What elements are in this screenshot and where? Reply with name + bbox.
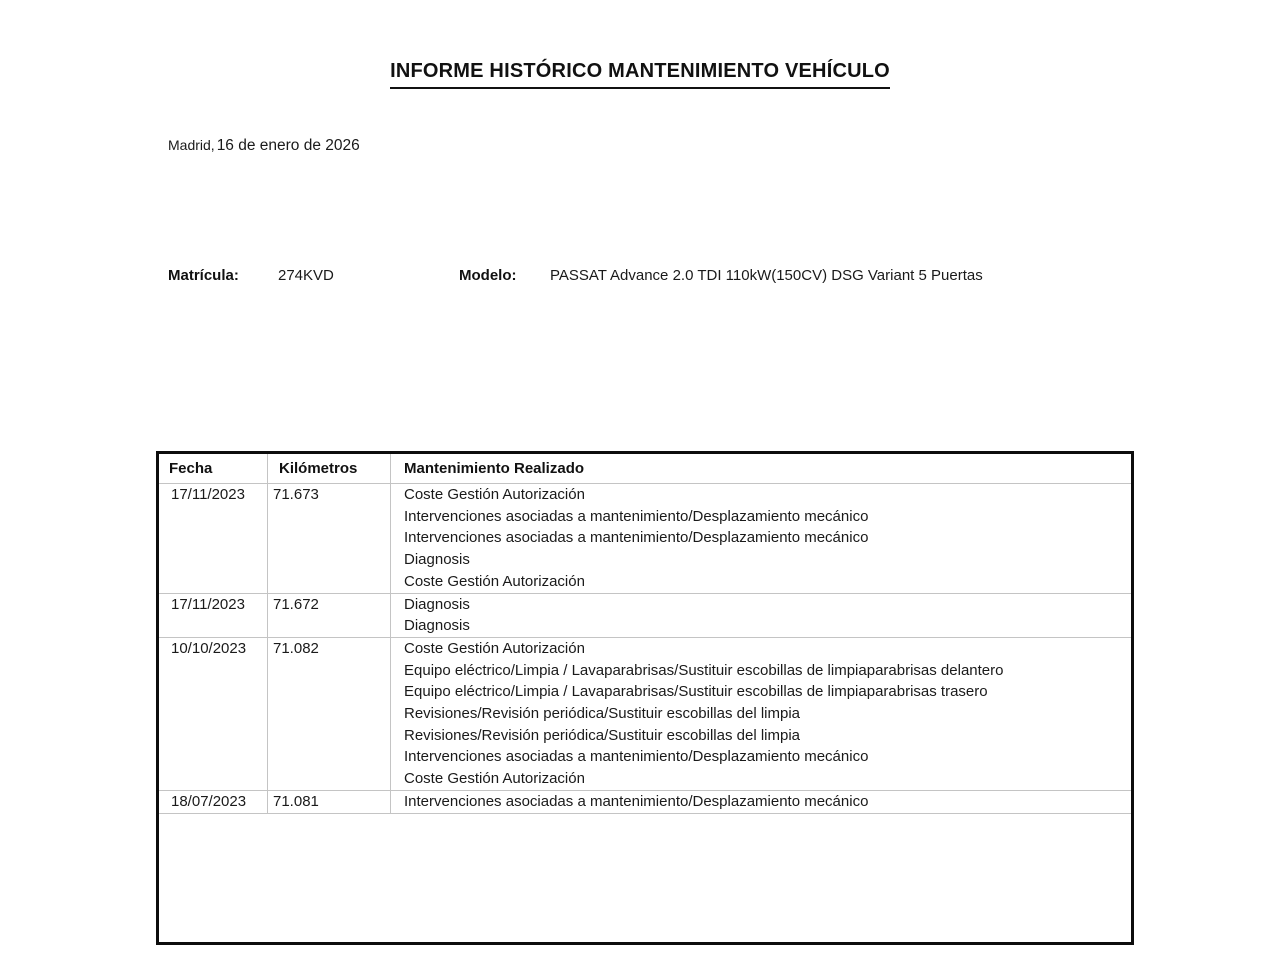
maintenance-item: Intervenciones asociadas a mantenimiento/Desplazamiento mecánico [404, 529, 869, 547]
maintenance-item: Coste Gestión Autorización [404, 486, 585, 503]
maintenance-item: Diagnosis [404, 617, 470, 635]
cell-mantenimiento [391, 594, 1131, 637]
maintenance-item: Intervenciones asociadas a mantenimiento/Desplazamiento mecánico [404, 792, 869, 810]
cell-mantenimiento [391, 638, 1131, 790]
model-value: PASSAT Advance 2.0 TDI 110kW(150CV) DSG Variant 5 Puertas [550, 267, 983, 284]
header-kilometros: Kilómetros [268, 454, 391, 483]
maintenance-item: Intervenciones asociadas a mantenimiento/Desplazamiento mecánico [404, 748, 869, 766]
maintenance-table [156, 451, 1134, 945]
cell-kilometros: 71.082 [268, 638, 391, 790]
cell-kilometros: 71.672 [268, 594, 391, 637]
maintenance-item: Intervenciones asociadas a mantenimiento/Desplazamiento mecánico [404, 507, 869, 525]
filler-cell [391, 814, 1131, 942]
filler-cell [159, 814, 268, 942]
vehicle-info-line [0, 267, 1280, 289]
maintenance-item: Coste Gestión Autorización [404, 639, 585, 657]
page-title: INFORME HISTÓRICO MANTENIMIENTO VEHÍCULO [390, 60, 890, 89]
table-body [159, 484, 1131, 942]
maintenance-item: Diagnosis [404, 595, 470, 613]
maintenance-item: Revisiones/Revisión periódica/Sustituir escobillas del limpia [404, 705, 801, 723]
cell-fecha: 10/10/2023 [159, 638, 268, 790]
header-mantenimiento: Mantenimiento Realizado [404, 460, 585, 477]
maintenance-item: Diagnosis [404, 551, 470, 569]
table-row [159, 594, 1131, 638]
table-row [159, 791, 1131, 814]
cell-kilometros: 71.081 [268, 791, 391, 813]
dateline-city: Madrid, [168, 137, 215, 153]
cell-fecha: 17/11/2023 [159, 594, 268, 637]
maintenance-item: Equipo eléctrico/Limpia / Lavaparabrisas/Sustituir escobillas de limpiaparabrisas delantero [404, 661, 1004, 679]
maintenance-item: Revisiones/Revisión periódica/Sustituir escobillas del limpia [404, 726, 801, 744]
plate-label: Matrícula: [168, 267, 239, 284]
title-wrap [0, 60, 1280, 89]
table-header-row [159, 454, 1131, 484]
maintenance-item: Coste Gestión Autorización [404, 572, 585, 590]
maintenance-item: Equipo eléctrico/Limpia / Lavaparabrisas/Sustituir escobillas de limpiaparabrisas trasero [404, 683, 988, 701]
table-row [159, 484, 1131, 594]
dateline-date: 16 de enero de 2026 [216, 137, 360, 154]
plate-value: 274KVD [278, 267, 334, 284]
cell-mantenimiento [391, 484, 1131, 593]
cell-mantenimiento [391, 791, 1131, 813]
cell-kilometros: 71.673 [268, 484, 391, 593]
filler-cell [268, 814, 391, 942]
maintenance-item: Coste Gestión Autorización [404, 770, 585, 788]
table-row [159, 638, 1131, 791]
cell-fecha: 18/07/2023 [159, 791, 268, 813]
table-filler [159, 814, 1131, 942]
cell-fecha: 17/11/2023 [159, 484, 268, 593]
header-fecha: Fecha [159, 454, 268, 483]
model-label: Modelo: [459, 267, 517, 284]
dateline [168, 137, 360, 155]
